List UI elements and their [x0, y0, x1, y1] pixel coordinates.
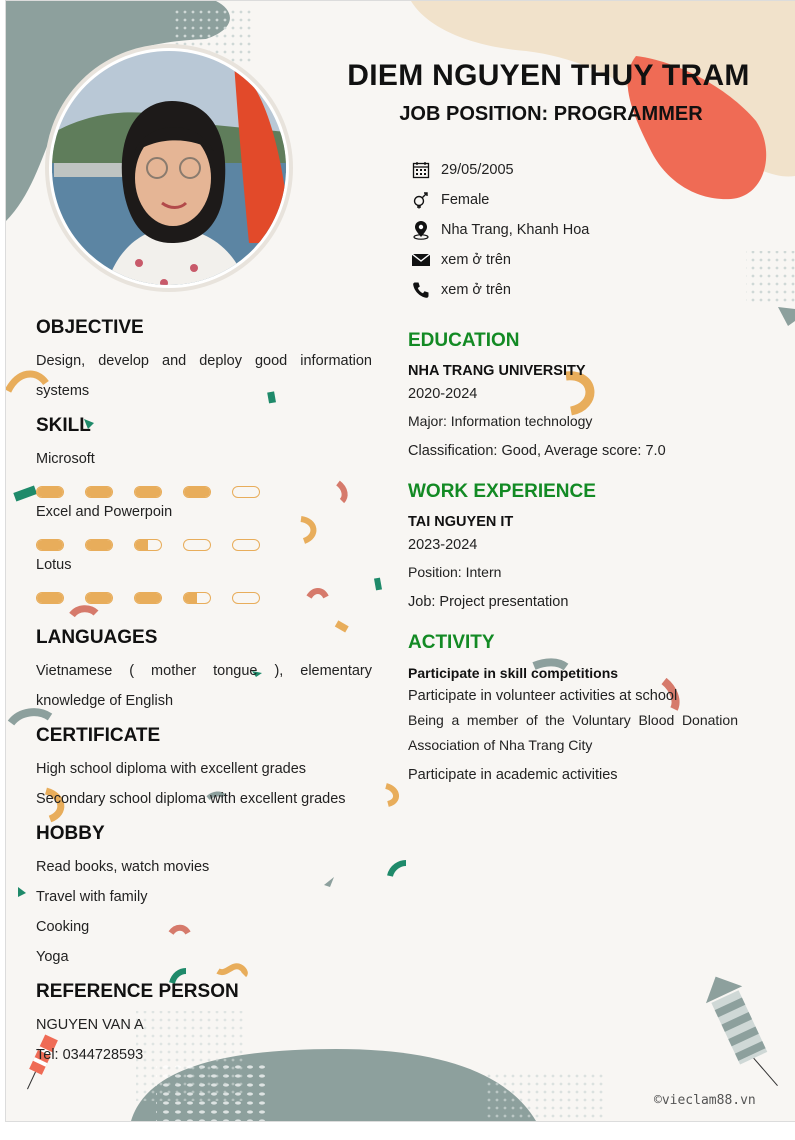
work-company: TAI NGUYEN IT [408, 514, 514, 530]
reference-phone: Tel: 0344728593 [36, 1047, 144, 1063]
work-years: 2023-2024 [408, 537, 478, 553]
skill-dot [183, 592, 211, 604]
skill-heading: SKILL [36, 415, 91, 436]
contact-address [411, 218, 589, 242]
mail-icon [411, 250, 431, 270]
hobby-item: Cooking [36, 919, 90, 935]
skill-name-excel: Excel and Powerpoin [36, 504, 173, 520]
hobby-heading: HOBBY [36, 823, 105, 844]
reference-name: NGUYEN VAN A [36, 1017, 144, 1033]
avatar [44, 43, 296, 295]
contact-gender [411, 188, 489, 212]
objective-text-line2: systems [36, 383, 90, 399]
skill-name-microsoft: Microsoft [36, 451, 95, 467]
watermark: ©vieclam88.vn [654, 1093, 756, 1108]
hobby-item: Travel with family [36, 889, 148, 905]
activity-item: Participate in volunteer activities at school [408, 688, 678, 704]
activity-item: Participate in academic activities [408, 767, 618, 783]
skill-dot [36, 592, 64, 604]
objective-text-line1: Design, develop and deploy good information [36, 353, 372, 369]
certificate-heading: CERTIFICATE [36, 725, 161, 746]
certificate-item: Secondary school diploma with excellent grades [36, 791, 346, 807]
reference-heading: REFERENCE PERSON [36, 981, 239, 1002]
education-school: NHA TRANG UNIVERSITY [408, 363, 586, 379]
gender-icon [411, 190, 431, 210]
languages-text-line2: knowledge of English [36, 693, 174, 709]
activity-title: Participate in skill competitions [408, 665, 619, 681]
contact-birthdate-text: 29/05/2005 [441, 162, 514, 178]
job-position: JOB POSITION: PROGRAMMER [399, 103, 703, 125]
skill-name-lotus: Lotus [36, 557, 72, 573]
location-pin-icon [411, 220, 431, 240]
contact-email [411, 248, 511, 272]
certificate-item: High school diploma with excellent grades [36, 761, 307, 777]
contact-phone [411, 278, 511, 302]
skill-dot [134, 592, 162, 604]
languages-text-line1: Vietnamese ( mother tongue ), elementary [36, 663, 372, 679]
skill-dot [85, 592, 113, 604]
contact-email-text: xem ở trên [441, 252, 511, 268]
candidate-name: DIEM NGUYEN THUY TRAM [347, 59, 750, 92]
education-major: Major: Information technology [408, 413, 593, 429]
activity-item: Being a member of the Voluntary Blood Donation [408, 712, 738, 728]
objective-heading: OBJECTIVE [36, 317, 144, 338]
work-position: Position: Intern [408, 564, 502, 580]
work-job: Job: Project presentation [408, 594, 569, 610]
contact-gender-text: Female [441, 192, 490, 208]
contact-phone-text: xem ở trên [441, 282, 511, 298]
phone-icon [411, 280, 431, 300]
skill-dot [232, 592, 260, 604]
education-classification: Classification: Good, Average score: 7.0 [408, 443, 666, 459]
activity-item: Association of Nha Trang City [408, 737, 593, 753]
hobby-item: Yoga [36, 949, 69, 965]
hobby-item: Read books, watch movies [36, 859, 210, 875]
languages-heading: LANGUAGES [36, 627, 158, 648]
education-years: 2020-2024 [408, 386, 478, 402]
activity-heading: ACTIVITY [408, 632, 495, 653]
cv-page [5, 0, 795, 1122]
work-heading: WORK EXPERIENCE [408, 481, 596, 502]
contact-address-text: Nha Trang, Khanh Hoa [441, 222, 590, 238]
education-heading: EDUCATION [408, 330, 520, 351]
calendar-icon [411, 160, 431, 180]
contact-birthdate [411, 158, 514, 182]
